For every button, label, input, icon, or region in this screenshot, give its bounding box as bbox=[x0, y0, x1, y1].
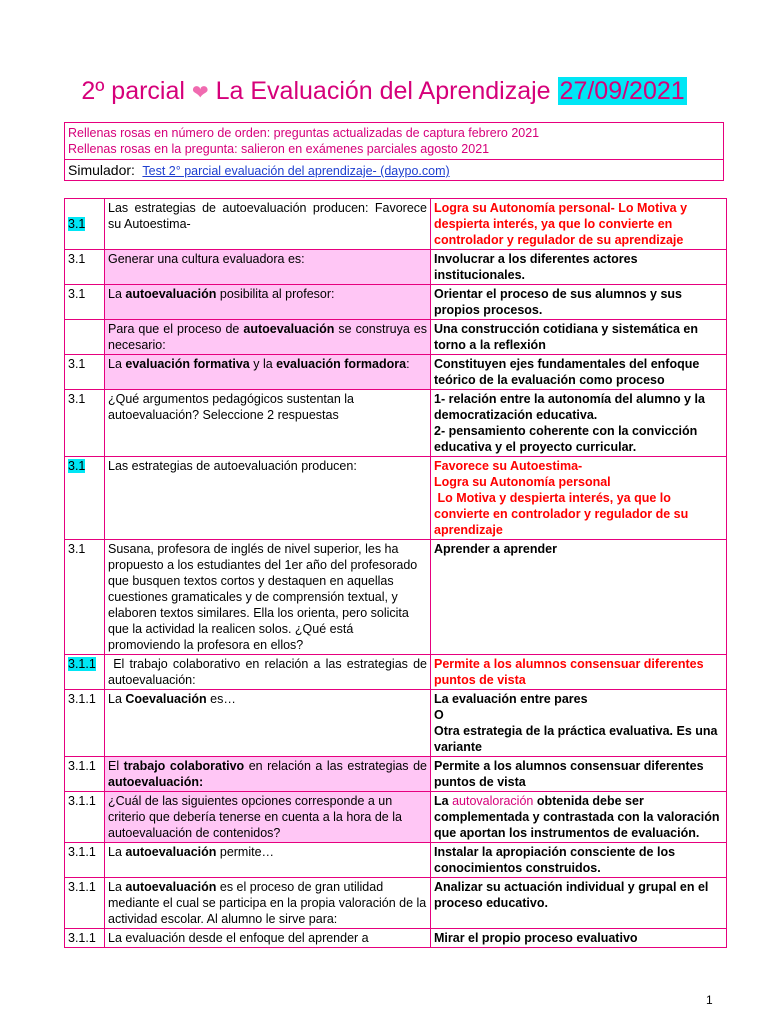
table-row bbox=[65, 690, 727, 757]
legend-line-2: Rellenas rosas en la pregunta: salieron en exámenes parciales agosto 2021 bbox=[68, 142, 490, 156]
answer-cell: La evaluación entre pares O Otra estrategia de la práctica evaluativa. Es una variante bbox=[431, 690, 727, 757]
row-number: 3.1 bbox=[65, 540, 105, 655]
table-row bbox=[65, 843, 727, 878]
table-row bbox=[65, 929, 727, 948]
table-row bbox=[65, 792, 727, 843]
simulator-label: Simulador: bbox=[68, 162, 135, 178]
table-row bbox=[65, 355, 727, 390]
row-number: 3.1.1 bbox=[65, 929, 105, 948]
table-row bbox=[65, 320, 727, 355]
table-row bbox=[65, 540, 727, 655]
row-number: 3.1 bbox=[65, 355, 105, 390]
row-number: 3.1 bbox=[65, 285, 105, 320]
question-cell: Las estrategias de autoevaluación producen: bbox=[105, 457, 431, 540]
question-cell: La evaluación desde el enfoque del aprender a bbox=[105, 929, 431, 948]
answer-cell: Involucrar a los diferentes actores institucionales. bbox=[431, 250, 727, 285]
question-cell: ¿Qué argumentos pedagógicos sustentan la autoevaluación? Seleccione 2 respuestas bbox=[105, 390, 431, 457]
title-date: 27/09/2021 bbox=[559, 77, 685, 105]
row-number: 3.1 bbox=[65, 250, 105, 285]
table-row bbox=[65, 285, 727, 320]
page-title bbox=[0, 74, 768, 110]
table-row bbox=[65, 250, 727, 285]
table-row bbox=[65, 457, 727, 540]
questions-table bbox=[64, 198, 727, 948]
answer-cell: Una construcción cotidiana y sistemática en torno a la reflexión bbox=[431, 320, 727, 355]
row-number: 3.1.1 bbox=[65, 655, 105, 690]
question-cell: Susana, profesora de inglés de nivel superior, les ha propuesto a los estudiantes del 1er año del profesorado que busquen textos cortos y destaquen en aquellas cuestiones gramaticales y de comprensión textual, y elaboren textos similares. Ella los orienta, pero solicita que la actividad la realicen solos. ¿Qué está promoviendo la profesora en ellos? bbox=[105, 540, 431, 655]
row-number bbox=[65, 320, 105, 355]
question-cell: El trabajo colaborativo en relación a las estrategias de autoevaluación: bbox=[105, 655, 431, 690]
row-number: 3.1 bbox=[65, 457, 105, 540]
question-cell: ¿Cuál de las siguientes opciones corresponde a un criterio que debería tenerse en cuenta a la hora de la autoevaluación de contenidos? bbox=[105, 792, 431, 843]
question-cell: La autoevaluación posibilita al profesor: bbox=[105, 285, 431, 320]
answer-cell: Analizar su actuación individual y grupal en el proceso educativo. bbox=[431, 878, 727, 929]
answer-cell: Permite a los alumnos consensuar diferentes puntos de vista bbox=[431, 757, 727, 792]
question-cell: La Coevaluación es… bbox=[105, 690, 431, 757]
row-number: 3.1.1 bbox=[65, 843, 105, 878]
legend-line-1: Rellenas rosas en número de orden: preguntas actualizadas de captura febrero 2021 bbox=[68, 126, 540, 140]
answer-cell: Orientar el proceso de sus alumnos y sus propios procesos. bbox=[431, 285, 727, 320]
simulator-cell bbox=[65, 160, 724, 181]
answer-cell: Instalar la apropiación consciente de los conocimientos construidos. bbox=[431, 843, 727, 878]
table-row bbox=[65, 655, 727, 690]
row-number: 3.1.1 bbox=[65, 878, 105, 929]
page-number: 1 bbox=[706, 993, 713, 1007]
question-cell: La autoevaluación es el proceso de gran utilidad mediante el cual se participa en la propia valoración de la actividad escolar. Al alumno le sirve para: bbox=[105, 878, 431, 929]
simulator-link[interactable]: Test 2° parcial evaluación del aprendizaje- (daypo.com) bbox=[142, 164, 450, 178]
answer-cell: Constituyen ejes fundamentales del enfoque teórico de la evaluación como proceso bbox=[431, 355, 727, 390]
row-number: 3.1.1 bbox=[65, 792, 105, 843]
answer-cell: Logra su Autonomía personal- Lo Motiva y despierta interés, ya que lo convierte en controlador y regulador de su aprendizaje bbox=[431, 199, 727, 250]
answer-cell: Favorece su Autoestima- Logra su Autonomía personal Lo Motiva y despierta interés, ya que lo convierte en controlador y regulador de su aprendizaje bbox=[431, 457, 727, 540]
row-number: 3.1 bbox=[65, 199, 105, 250]
row-number: 3.1.1 bbox=[65, 757, 105, 792]
table-row bbox=[65, 390, 727, 457]
answer-cell: Permite a los alumnos consensuar diferentes puntos de vista bbox=[431, 655, 727, 690]
question-cell: Para que el proceso de autoevaluación se construya es necesario: bbox=[105, 320, 431, 355]
table-row bbox=[65, 878, 727, 929]
answer-cell: Mirar el propio proceso evaluativo bbox=[431, 929, 727, 948]
question-cell: Generar una cultura evaluadora es: bbox=[105, 250, 431, 285]
table-row bbox=[65, 757, 727, 792]
info-legend bbox=[65, 123, 724, 160]
row-number: 3.1 bbox=[65, 390, 105, 457]
row-number: 3.1.1 bbox=[65, 690, 105, 757]
title-main: La Evaluación del Aprendizaje bbox=[215, 77, 551, 105]
question-cell: Las estrategias de autoevaluación producen: Favorece su Autoestima- bbox=[105, 199, 431, 250]
answer-cell: La autovaloración obtenida debe ser complementada y contrastada con la valoración que aportan los instrumentos de evaluación. bbox=[431, 792, 727, 843]
heart-icon: ❤ bbox=[191, 82, 209, 104]
question-cell: La evaluación formativa y la evaluación formadora: bbox=[105, 355, 431, 390]
answer-cell: Aprender a aprender bbox=[431, 540, 727, 655]
question-cell: El trabajo colaborativo en relación a las estrategias de autoevaluación: bbox=[105, 757, 431, 792]
table-row bbox=[65, 199, 727, 250]
title-prefix: 2º parcial bbox=[81, 77, 185, 105]
question-cell: La autoevaluación permite… bbox=[105, 843, 431, 878]
info-box bbox=[64, 122, 724, 181]
answer-cell: 1- relación entre la autonomía del alumno y la democratización educativa. 2- pensamiento coherente con la convicción educativa y el proyecto curricular. bbox=[431, 390, 727, 457]
